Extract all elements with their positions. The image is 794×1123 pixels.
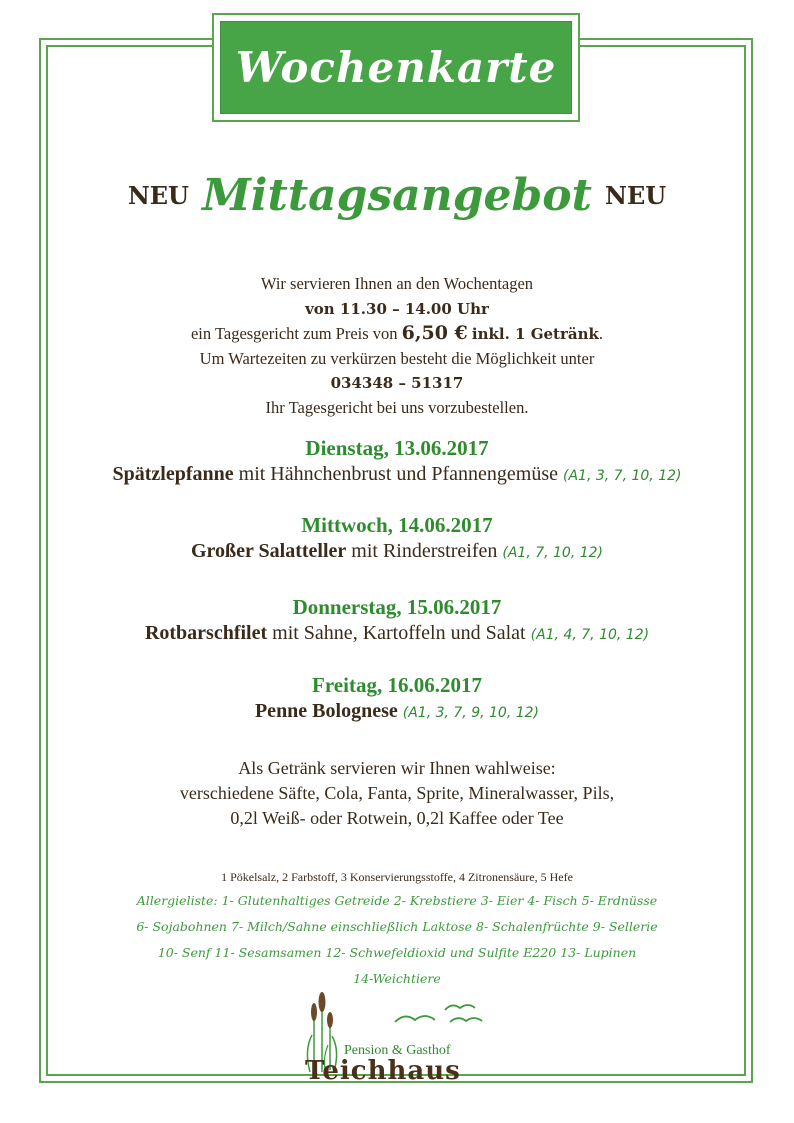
day-dish xyxy=(0,538,794,566)
intro-price: 6,50 € xyxy=(401,322,468,344)
allergen-line: 14-Weichtiere xyxy=(353,971,441,986)
dish-name: Rotbarschfilet xyxy=(144,622,268,644)
drinks-line-1: Als Getränk servieren wir Ihnen wahlweise: xyxy=(238,758,556,778)
intro-price-end: . xyxy=(598,324,604,343)
intro-text xyxy=(0,272,794,420)
intro-price-pre: ein Tagesgericht zum Preis von xyxy=(190,324,398,343)
dish-description: mit Hähnchenbrust und Pfannengemüse xyxy=(233,463,564,485)
headline xyxy=(0,170,794,221)
intro-line-1: Wir servieren Ihnen an den Wochentagen xyxy=(260,274,534,293)
drinks-line-3: 0,2l Weiß- oder Rotwein, 0,2l Kaffee oder Tee xyxy=(230,808,564,828)
day-date: Donnerstag, 15.06.2017 xyxy=(292,595,502,619)
dish-allergens: (A1, 7, 10, 12) xyxy=(502,545,604,561)
intro-line-4: Um Wartezeiten zu verkürzen besteht die Möglichkeit unter xyxy=(199,348,595,368)
headline-neu-right: NEU xyxy=(605,181,667,210)
intro-price-line xyxy=(0,321,794,347)
dish-description: mit Sahne, Kartoffeln und Salat xyxy=(267,622,531,644)
intro-price-suffix: inkl. 1 Getränk xyxy=(471,325,599,343)
dish-name: Großer Salatteller xyxy=(190,540,347,562)
dish-allergens: (A1, 3, 7, 9, 10, 12) xyxy=(402,705,540,721)
intro-line-6: Ihr Tagesgericht bei uns vorzubestellen. xyxy=(265,397,529,417)
day-block-wednesday xyxy=(0,512,794,566)
page-title: Wochenkarte xyxy=(235,43,557,92)
day-block-thursday xyxy=(0,594,794,648)
headline-neu-left: NEU xyxy=(127,181,189,210)
dish-allergens: (A1, 3, 7, 10, 12) xyxy=(563,468,682,484)
allergen-line: 6- Sojabohnen 7- Milch/Sahne einschließlich Laktose 8- Schalenfrüchte 9- Sellerie xyxy=(136,919,658,934)
dish-name: Penne Bolognese xyxy=(254,700,398,722)
day-dish xyxy=(0,620,794,648)
drinks-info xyxy=(0,756,794,831)
day-dish xyxy=(0,698,794,726)
title-box xyxy=(220,21,572,114)
intro-phone: 034348 – 51317 xyxy=(330,374,464,392)
allergen-line: Allergieliste: 1- Glutenhaltiges Getreide 2- Krebstiere 3- Eier 4- Fisch 5- Erdnüsse xyxy=(136,893,658,908)
logo-subtitle: Pension & Gasthof xyxy=(344,1043,451,1058)
day-block-tuesday xyxy=(0,435,794,489)
dish-allergens: (A1, 4, 7, 10, 12) xyxy=(530,627,650,643)
day-block-friday xyxy=(0,672,794,726)
day-date: Freitag, 16.06.2017 xyxy=(312,673,482,697)
day-date: Mittwoch, 14.06.2017 xyxy=(301,513,493,537)
drinks-line-2: verschiedene Säfte, Cola, Fanta, Sprite, Mineralwasser, Pils, xyxy=(179,783,615,803)
allergen-line: 10- Senf 11- Sesamsamen 12- Schwefeldioxid und Sulfite E220 13- Lupinen xyxy=(157,945,637,960)
day-dish xyxy=(0,461,794,489)
logo-title: Teichhaus xyxy=(305,1056,461,1086)
headline-main: Mittagsangebot xyxy=(202,170,592,221)
allergen-list xyxy=(90,888,704,992)
intro-hours: von 11.30 – 14.00 Uhr xyxy=(305,299,489,318)
dish-name: Spätzlepfanne xyxy=(112,463,234,485)
dish-description: mit Rinderstreifen xyxy=(346,540,503,562)
additives-list: 1 Pökelsalz, 2 Farbstoff, 3 Konservierungsstoffe, 4 Zitronensäure, 5 Hefe xyxy=(221,870,573,884)
day-date: Dienstag, 13.06.2017 xyxy=(305,436,489,460)
